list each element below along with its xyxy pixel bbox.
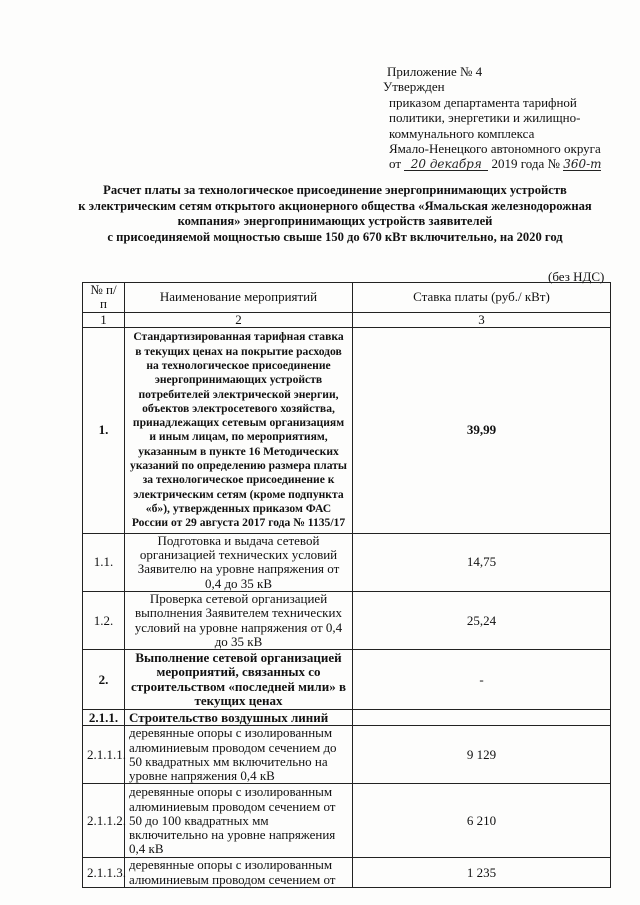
- row-number: 2.: [83, 650, 125, 710]
- header-number: № п/п: [83, 283, 125, 313]
- handwritten-date: 20 декабря: [404, 158, 488, 171]
- order-date-line: [383, 156, 633, 171]
- vat-note: (без НДС): [548, 269, 605, 284]
- row-name: деревянные опоры с изолированным алюминиевым проводом сечением до 50 квадратных мм включительно на уровне напряжения 0,4 кВ: [125, 726, 353, 784]
- row-rate: -: [353, 650, 611, 710]
- table-row: [83, 710, 611, 726]
- title-line: к электрическим сетям открытого акционерного общества «Ямальская железнодорожная: [78, 198, 592, 213]
- title-line: с присоединяемой мощностью свыше 150 до 670 кВт включительно, на 2020 год: [107, 229, 563, 244]
- order-line: Ямало-Ненецкого автономного округа: [389, 141, 601, 157]
- row-number: 2.1.1.3.: [83, 858, 125, 888]
- row-rate: 9 129: [353, 726, 611, 784]
- rates-table: [82, 282, 611, 888]
- order-year: 2019 года №: [491, 156, 560, 172]
- row-rate: 6 210: [353, 784, 611, 858]
- row-rate: 14,75: [353, 533, 611, 591]
- row-rate: 1 235: [353, 858, 611, 888]
- row-number: 2.1.1.1.: [83, 726, 125, 784]
- column-number: 3: [353, 312, 611, 327]
- row-name: Стандартизированная тарифная ставка в текущих ценах на покрытие расходов на технологическое присоединение энергопринимающих устройств потребителей электрической энергии, объектов электросетевого хозяйства, принадлежащих сетевым организациям и иным лицам, по мероприятиям, указанным в пункте 16 Методических указаний по определению размера платы за технологическое присоединение к электрическим сетям (кроме подпункта «б»), утвержденных приказом ФАС России от 29 августа 2017 года № 1135/17: [125, 327, 353, 533]
- order-line: приказом департамента тарифной: [389, 94, 577, 110]
- table-row: [83, 726, 611, 784]
- row-rate: 25,24: [353, 592, 611, 650]
- date-prefix: от: [389, 156, 402, 172]
- row-number: 1.: [83, 327, 125, 533]
- table-row: [83, 327, 611, 533]
- column-number-row: [83, 312, 611, 327]
- document-title: [60, 183, 610, 245]
- row-number: 1.1.: [83, 533, 125, 591]
- header-rate: Ставка платы (руб./ кВт): [353, 283, 611, 313]
- order-line: политики, энергетики и жилищно-: [389, 110, 581, 126]
- header-name: Наименование мероприятий: [125, 283, 353, 313]
- column-number: 1: [83, 312, 125, 327]
- table-row: [83, 650, 611, 710]
- row-name: Выполнение сетевой организацией мероприятий, связанных со строительством «последней мили» в текущих ценах: [125, 650, 353, 710]
- table-row: [83, 858, 611, 888]
- title-line: компания» энергопринимающих устройств заявителей: [177, 214, 493, 228]
- handwritten-order-number: 360-т: [563, 157, 602, 172]
- table-row: [83, 592, 611, 650]
- row-name: Строительство воздушных линий: [125, 710, 353, 726]
- approval-block: [383, 64, 633, 172]
- row-number: 2.1.1.: [83, 710, 125, 726]
- table-row: [83, 533, 611, 591]
- row-name: Проверка сетевой организацией выполнения Заявителем технических условий на уровне напряжения от 0,4 до 35 кВ: [125, 592, 353, 650]
- order-line: коммунального комплекса: [389, 125, 535, 141]
- row-rate: 39,99: [353, 327, 611, 533]
- title-line: Расчет платы за технологическое присоединение энергопринимающих устройств: [103, 183, 567, 197]
- row-name: деревянные опоры с изолированным алюминиевым проводом сечением от: [125, 858, 353, 888]
- row-name: деревянные опоры с изолированным алюминиевым проводом сечением от 50 до 100 квадратных мм включительно на уровне напряжения 0,4 кВ: [125, 784, 353, 858]
- column-number: 2: [125, 312, 353, 327]
- row-number: 1.2.: [83, 592, 125, 650]
- approved-label: Утвержден: [383, 79, 445, 95]
- table-row: [83, 784, 611, 858]
- row-rate: [353, 710, 611, 726]
- table-header-row: [83, 283, 611, 313]
- row-name: Подготовка и выдача сетевой организацией технических условий Заявителю на уровне напряжения от 0,4 до 35 кВ: [125, 533, 353, 591]
- appendix-label: Приложение № 4: [387, 64, 483, 79]
- row-number: 2.1.1.2.: [83, 784, 125, 858]
